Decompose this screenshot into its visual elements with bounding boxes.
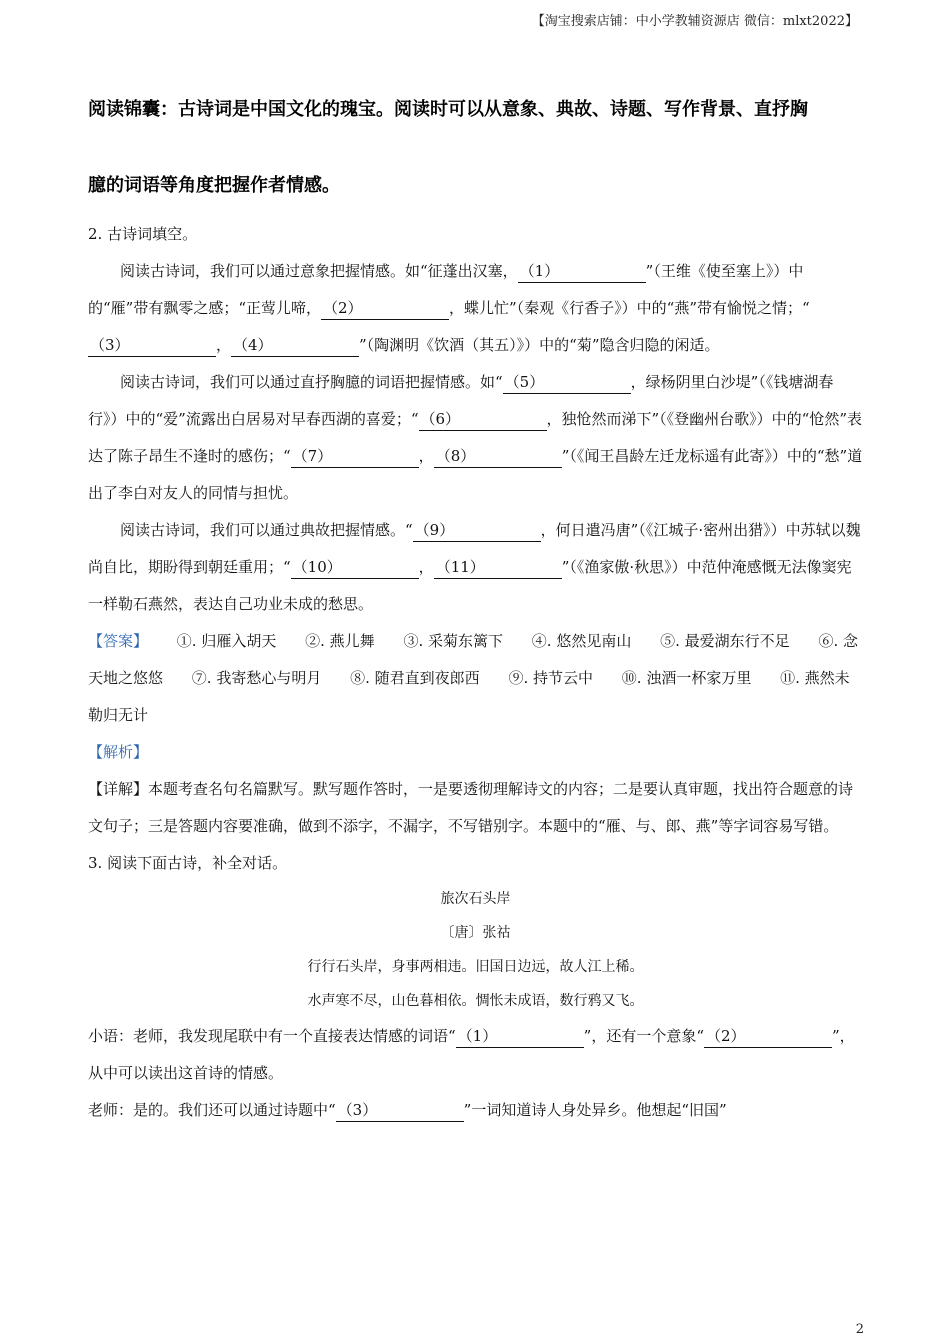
q3-answer-blank-1[interactable]: [456, 1025, 584, 1048]
document-body: [88, 216, 863, 1129]
blank-number: （2）: [323, 299, 363, 317]
text: ，蝶儿忙”（秦观《行香子》）中的“燕”带有愉悦之情；“: [449, 299, 810, 317]
answer-item: ⑧. 随君直到夜郎西: [350, 669, 480, 687]
answer-blank-8[interactable]: [434, 445, 562, 468]
answer-blank-9[interactable]: [413, 519, 541, 542]
text: ”（陶渊明《饮酒（其五）》）中的“菊”隐含归隐的闲适。: [359, 336, 720, 354]
question-2-paragraph-1: [88, 253, 863, 364]
q3-answer-blank-3[interactable]: [336, 1099, 464, 1122]
answer-blank-10[interactable]: [291, 556, 419, 579]
blank-number: （9）: [414, 521, 455, 539]
blank-number: （6）: [420, 410, 461, 428]
text: ，绿杨阴里白沙堤”（《钱塘湖春行》）中的“爱”流露出白居易对早春西湖的喜爱；“: [88, 373, 834, 428]
answer-blank-4[interactable]: [231, 334, 359, 357]
blank-number: （2）: [706, 1027, 746, 1045]
blank-number: （3）: [90, 336, 130, 354]
question-3-title: 3. 阅读下面古诗，补全对话。: [88, 854, 288, 872]
answer-blank-11[interactable]: [434, 556, 562, 579]
blank-number: （7）: [292, 447, 333, 465]
detail-section: [88, 771, 863, 845]
analysis-section: [88, 734, 863, 771]
poem-line: 行行石头岸，身事两相违。旧国日边远，故人江上稀。: [307, 959, 644, 975]
answer-item: ⑦. 我寄愁心与明月: [191, 669, 322, 687]
text: ”（《闻王昌龄左迁龙标遥有此寄》）中的“愁”道出了李白对友人的同情与担忧。: [88, 447, 863, 502]
blank-number: （3）: [337, 1101, 378, 1119]
blank-number: （10）: [292, 558, 342, 576]
blank-number: （11）: [435, 558, 485, 576]
answer-item: ①. 归雁入胡天: [176, 632, 277, 650]
answer-item: ⑥. 念天地之悠悠: [88, 632, 858, 687]
poem-title: 旅次石头岸: [440, 891, 511, 907]
text: ”，还有一个意象“: [583, 1027, 705, 1045]
answer-blank-2[interactable]: [321, 297, 449, 320]
answer-item: ⑤. 最爱湖东行不足: [660, 632, 790, 650]
text: 阅读古诗词，我们可以通过典故把握情感。“: [120, 521, 413, 539]
answer-blank-5[interactable]: [503, 371, 631, 394]
dialog-teacher: [88, 1092, 863, 1129]
text: 老师：是的。我们还可以通过诗题中“: [88, 1101, 336, 1119]
text: ”（《渔家傲·秋思》）中范仲淹感慨无法像窦宪一样勒石燕然，表达自己功业未成的愁思。: [88, 558, 852, 613]
poem-block: [88, 882, 863, 1018]
text: 小语：老师，我发现尾联中有一个直接表达情感的词语“: [88, 1027, 456, 1045]
reading-tip-line-1: 阅读锦囊：古诗词是中国文化的瑰宝。阅读时可以从意象、典故、诗题、写作背景、直抒胸: [88, 99, 808, 120]
text: ”，从中可以读出这首诗的情感。: [88, 1027, 855, 1082]
blank-number: （1）: [519, 262, 560, 280]
dialog-student: [88, 1018, 863, 1092]
blank-number: （5）: [504, 373, 545, 391]
text: ，: [418, 558, 434, 576]
question-2-paragraph-2: [88, 364, 863, 512]
poem-line: 水声寒不尽，山色暮相依。惆怅未成语，数行鸦又飞。: [307, 993, 644, 1009]
question-2-title: 2. 古诗词填空。: [88, 225, 198, 243]
answer-label: 【答案】: [88, 632, 149, 650]
page-number: 2: [855, 1322, 864, 1337]
text: ，独怆然而涕下”（《登幽州台歌》）中的“怆然”表达了陈子昂生不逢时的感伤；“: [88, 410, 863, 465]
question-2-paragraph-3: [88, 512, 863, 623]
text: ，: [216, 336, 232, 354]
text: 阅读古诗词，我们可以通过直抒胸臆的词语把握情感。如“: [120, 373, 503, 391]
text: ，: [418, 447, 434, 465]
text: 阅读古诗词，我们可以通过意象把握情感。如“征蓬出汉塞，: [120, 262, 518, 280]
q3-answer-blank-2[interactable]: [704, 1025, 832, 1048]
blank-number: （8）: [435, 447, 476, 465]
reading-tip-line-2: 臆的词语等角度把握作者情感。: [88, 175, 340, 196]
answer-blank-3[interactable]: [88, 334, 216, 357]
page-header-watermark: 【淘宝搜索店铺：中小学教辅资源店 微信：mlxt2022】: [531, 14, 858, 29]
detail-label: 【详解】: [88, 780, 149, 798]
text: ”一词知道诗人身处异乡。他想起“旧国”: [463, 1101, 727, 1119]
answer-section: [88, 623, 863, 734]
answer-blank-6[interactable]: [419, 408, 547, 431]
blank-number: （4）: [233, 336, 273, 354]
poem-author: 〔唐〕张祜: [440, 925, 511, 941]
text: ，何日遣冯唐”（《江城子·密州出猎》）中苏轼以魏尚自比，期盼得到朝廷重用；“: [88, 521, 861, 576]
analysis-label: 【解析】: [88, 743, 149, 761]
answer-item: ⑨. 持节云中: [508, 669, 593, 687]
answer-blank-1[interactable]: [518, 260, 646, 283]
text: ”（王维《使至塞上》）中的“雁”带有飘零之感；“正莺儿啼，: [88, 262, 804, 317]
detail-text: 本题考查名句名篇默写。默写题作答时，一是要透彻理解诗文的内容；二是要认真审题，找出符合题意的诗文句子；三是答题内容要准确，做到不添字，不漏字，不写错别字。本题中的“雁、与、郎、燕”等字词容易写错。: [88, 780, 854, 835]
blank-number: （1）: [457, 1027, 498, 1045]
answer-item: ④. 悠然见南山: [531, 632, 632, 650]
answer-item: ⑪. 燕然未勒归无计: [88, 669, 850, 724]
answer-item: ③. 采菊东篱下: [403, 632, 503, 650]
answer-blank-7[interactable]: [291, 445, 419, 468]
answer-item: ⑩. 浊酒一杯家万里: [621, 669, 752, 687]
answer-item: ②. 燕儿舞: [305, 632, 375, 650]
